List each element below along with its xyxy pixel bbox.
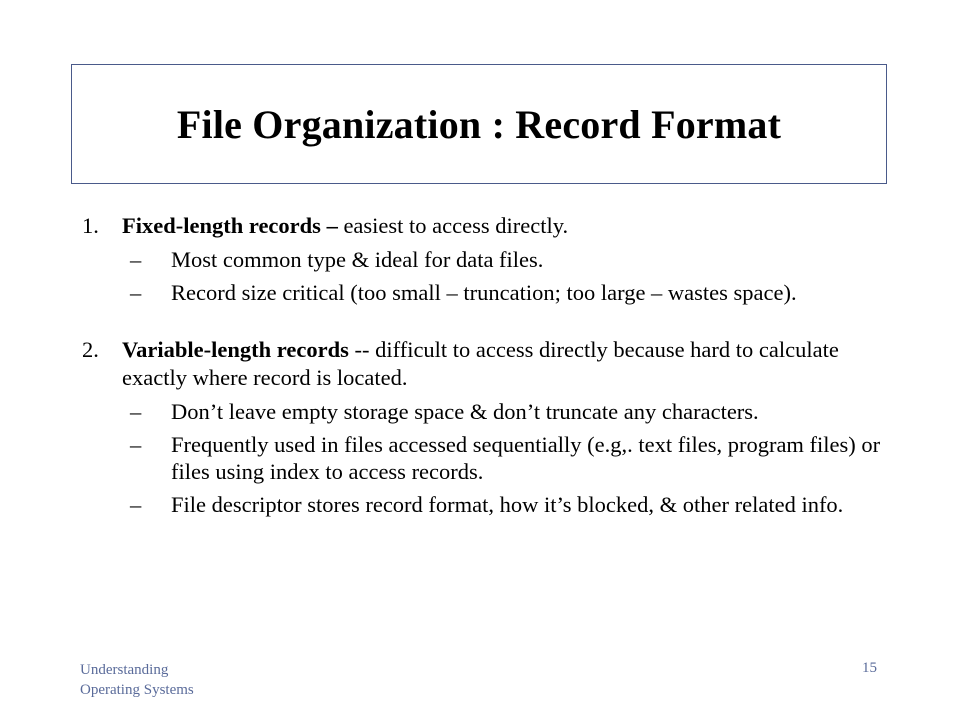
footer-course-title: [80, 660, 194, 700]
dash-bullet: –: [130, 399, 142, 424]
dash-bullet: –: [130, 432, 142, 457]
page-number: 15: [862, 660, 877, 676]
sub-item-text: Don’t leave empty storage space & don’t truncate any characters.: [171, 399, 759, 424]
sub-item-text: Record size critical (too small – truncation; too large – wastes space).: [171, 280, 797, 305]
item-separator: –: [320, 213, 344, 238]
sub-item-text: File descriptor stores record format, how it’s blocked, & other related info.: [171, 492, 844, 517]
item-number: 2.: [82, 337, 99, 362]
slide-content: [80, 212, 890, 524]
dash-bullet: –: [130, 492, 142, 517]
sub-item-text: Most common type & ideal for data files.: [171, 247, 544, 272]
sub-item: [80, 491, 890, 518]
item-text: difficult to access directly because hard to calculate exactly where record is located.: [122, 337, 839, 390]
title-box: [71, 64, 887, 184]
sublist-fixed-length: [80, 246, 890, 306]
item-number: 1.: [82, 213, 99, 238]
item-text: easiest to access directly.: [343, 213, 569, 238]
dash-bullet: –: [130, 247, 142, 272]
sublist-variable-length: [80, 398, 890, 518]
sub-item: [80, 431, 890, 485]
item-heading: Variable-length records: [122, 337, 349, 362]
sub-item: [80, 279, 890, 306]
list-item-variable-length: [80, 336, 890, 392]
slide-title: File Organization : Record Format: [176, 101, 782, 147]
item-separator: --: [348, 337, 376, 362]
footer-line-1: Understanding: [80, 662, 169, 678]
sub-item: [80, 398, 890, 425]
dash-bullet: –: [130, 280, 142, 305]
list-item-fixed-length: [80, 212, 890, 240]
sub-item-text: Frequently used in files accessed sequentially (e.g,. text files, program files) or files using index to access records.: [171, 432, 881, 484]
footer-line-2: Operating Systems: [80, 682, 194, 698]
sub-item: [80, 246, 890, 273]
item-heading: Fixed-length records: [122, 213, 321, 238]
